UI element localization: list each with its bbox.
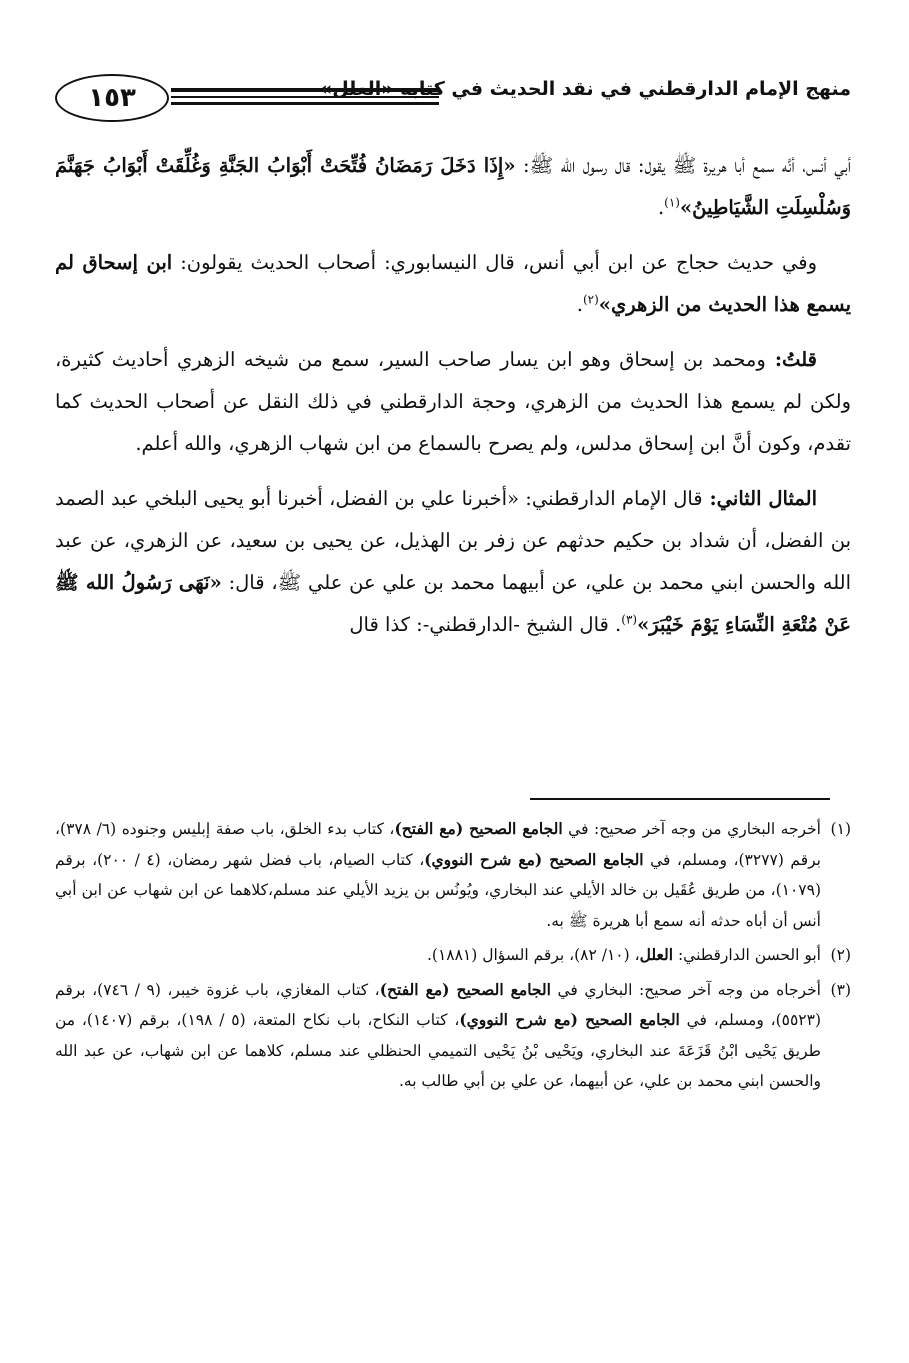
footnote-ref[interactable]: (٢) xyxy=(582,292,599,307)
running-header xyxy=(55,70,851,130)
paragraph xyxy=(55,478,851,646)
footnote-text: ، كتاب الصيام، باب فضل شهر رمضان، (٤ / ٢٠٠)، برقم (١٠٧٩)، من طريق عُقَيل بن خالد الأيلي عند البخاري، ويُونُس بن يزيد الأيلي عند مسلم،كلاهما عن ابن شهاب عن ابن أبي أنس أن أباه حدثه أنه سمع أبا هريرة ﷺ به. xyxy=(55,850,821,930)
footnote-text: ، (١٠/ ٨٢)، برقم السؤال (١٨٨١). xyxy=(426,946,640,964)
footnote-text: أبو الحسن الدارقطني: xyxy=(673,946,821,964)
paragraph xyxy=(55,145,851,229)
paragraph xyxy=(55,242,851,326)
page-number: ١٥٣ xyxy=(55,74,169,122)
footnote xyxy=(55,975,851,1097)
footnote-marker: (٢) xyxy=(830,946,851,964)
footnote-source-title: الجامع الصحيح (مع شرح النووي) xyxy=(459,1010,680,1029)
footnote-text: أخرجه البخاري من وجه آخر صحيح: في xyxy=(562,820,821,838)
footnote-source-title: الجامع الصحيح (مع شرح النووي) xyxy=(424,849,644,869)
footnote-ref[interactable]: (٣) xyxy=(621,612,638,627)
paragraph-lead: المثال الثاني: xyxy=(702,487,817,510)
paragraph-text: قال الإمام الدارقطني: «أخبرنا علي بن الفضل، أخبرنا أبو يحيى البلخي عبد الصمد بن الفضل، أن شداد بن حكيم حدثهم عن زفر بن الهذيل، عن يحيى بن سعيد، عن الزهري، عن عبد الله والحسن ابني محمد بن علي، عن أبيهما محمد بن علي عن علي ﷺ، قال: xyxy=(55,487,852,594)
footnote-source-title: العلل xyxy=(639,945,674,964)
paragraph-text: . xyxy=(576,293,583,316)
paragraph-lead: قلتُ: xyxy=(765,348,817,371)
paragraph-text: . قال الشيخ -الدارقطني-: كذا قال xyxy=(349,613,622,636)
footnote-marker: (١) xyxy=(830,820,851,838)
paragraph-text: . xyxy=(657,196,665,219)
footnote-source-title: الجامع الصحيح (مع الفتح) xyxy=(394,819,563,838)
footnote xyxy=(55,814,851,936)
paragraph-text: وفي حديث حجاج عن ابن أبي أنس، قال النيسابوري: أصحاب الحديث يقولون: xyxy=(172,251,817,274)
footnote-separator xyxy=(530,798,830,800)
main-text xyxy=(55,145,851,659)
paragraph-text: أبي أنس، أنَّه سمع أبا هريرة ﷺ يقول: قال رسول الله ﷺ: xyxy=(515,154,851,177)
footnote-source-title: الجامع الصحيح (مع الفتح) xyxy=(379,979,551,999)
paragraph-text: ومحمد بن إسحاق وهو ابن يسار صاحب السير، سمع من شيخه الزهري أحاديث كثيرة، ولكن لم يسمع هذا الحديث من الزهري، وحجة الدارقطني في ذلك النقل عن أصحاب الحديث كما تقدم، وكون أنَّ ابن إسحاق مدلس، ولم يصرح بالسماع من ابن شهاب الزهري، والله أعلم. xyxy=(55,348,851,455)
footnote xyxy=(55,940,851,971)
footnote-marker: (٣) xyxy=(830,980,851,999)
emphasized-text: ابن إسحاق لم يسمع هذا الحديث من الزهري» xyxy=(55,251,851,316)
hadith-quote: «إِذَا دَخَلَ رَمَضَانُ فُتِّحَتْ أَبْوَابُ الجَنَّةِ وَغُلِّقَتْ أَبْوَابُ جَهَنَّمَ وَسُلْسِلَتِ الشَّيَاطِينُ» xyxy=(55,154,851,219)
footnote-text: ، كتاب المغازي، باب غزوة خيبر، (٩ / ٧٤٦)، برقم (٥٥٢٣)، ومسلم، في xyxy=(55,980,821,1029)
paragraph xyxy=(55,339,851,465)
footnote-ref[interactable]: (١) xyxy=(664,195,680,210)
footnote-text: ، كتاب النكاح، باب نكاح المتعة، (٥ / ١٩٨)، برقم (١٤٠٧)، من طريق يَحْيى ابْنُ قَزَعَةَ عند البخاري، ويَحْيى بْنُ يَحْيى التميمي الحنظلي عند مسلم، كلاهما عن ابن شهاب، عن عبد الله والحسن ابني محمد بن علي، عن أبيهما، عن علي بن أبي طالب به. xyxy=(55,1011,821,1090)
hadith-quote: «نَهَى رَسُولُ الله ﷺ عَنْ مُتْعَةِ النِّسَاءِ يَوْمَ خَيْبَرَ» xyxy=(55,571,851,636)
footnotes xyxy=(55,814,851,1101)
footnote-text: ، كتاب بدء الخلق، باب صفة إبليس وجنوده (٦/ ٣٧٨)، برقم (٣٢٧٧)، ومسلم، في xyxy=(55,820,821,869)
header-rule xyxy=(171,102,439,105)
footnote-text: أخرجاه من وجه آخر صحيح: البخاري في xyxy=(550,980,821,999)
running-title: منهج الإمام الدارقطني في نقد الحديث في كتابه «العلل» xyxy=(319,78,851,100)
